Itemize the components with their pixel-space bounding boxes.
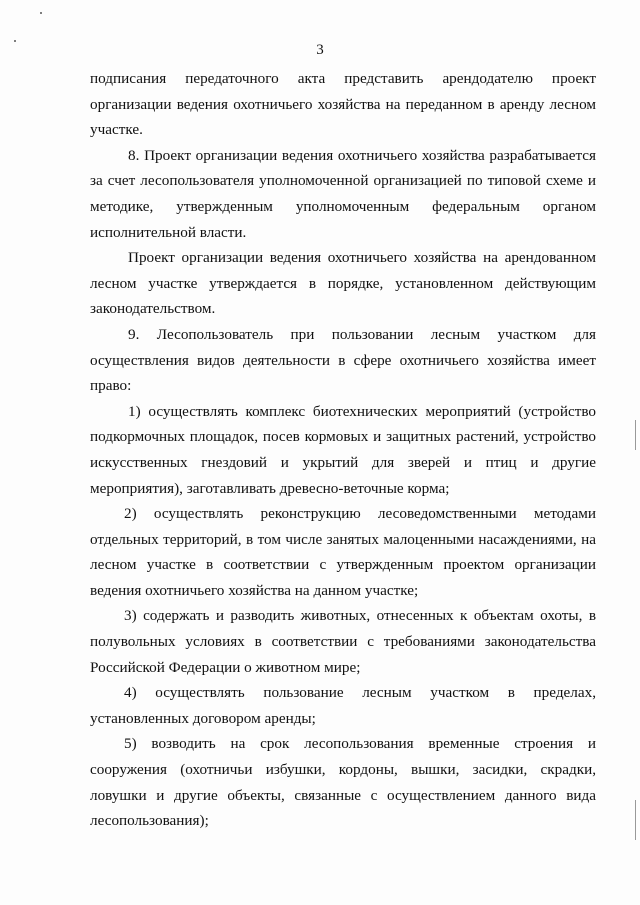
list-item-4: 4) осуществлять пользование лесным участком в пределах, установленных договором аренды;: [90, 684, 596, 727]
paragraph-approval: Проект организации ведения охотничьего хозяйства на арендованном лесном участке утверждается в порядке, установленном действующим законодательством.: [90, 249, 596, 318]
paragraph-continuation: подписания передаточного акта представить арендодателю проект организации ведения охотничьего хозяйства на переданном в аренду лесном участке.: [90, 70, 596, 139]
list-item-2: 2) осуществлять реконструкцию лесоведомственными методами отдельных территорий, в том числе занятых малоценными насаждениями, на лесном участке в соответствии с утвержденным проектом организации ведения охотничьего хозяйства на данном участке;: [90, 505, 596, 599]
scan-edge-mark: [635, 420, 636, 450]
document-body: [90, 66, 596, 834]
list-item-5: 5) возводить на срок лесопользования временные строения и сооружения (охотничьи избушки, кордоны, вышки, засидки, скрадки, ловушки и другие объекты, связанные с осуществлением данного вида лесопользования);: [90, 735, 596, 830]
list-item-3: 3) содержать и разводить животных, отнесенных к объектам охоты, в полувольных условиях в соответствии с требованиями законодательства Российской Федерации о животном мире;: [90, 607, 596, 676]
paragraph-item-8: 8. Проект организации ведения охотничьего хозяйства разрабатывается за счет лесопользователя уполномоченной организацией по типовой схеме и методике, утвержденным уполномоченным федеральным органом исполнительной власти.: [90, 146, 596, 241]
page-number: 3: [316, 42, 324, 58]
paragraph-item-9: 9. Лесопользователь при пользовании лесным участком для осуществления видов деятельности в сфере охотничьего хозяйства имеет право:: [90, 325, 596, 395]
list-item-1: 1) осуществлять комплекс биотехнических мероприятий (устройство подкормочных площадок, посев кормовых и защитных растений, устройство искусственных гнездовий и укрытий для зверей и птиц и другие мероприятия), заготавливать древесно-веточные корма;: [90, 402, 596, 497]
scan-speck: [40, 12, 42, 14]
scan-edge-mark: [635, 800, 636, 840]
